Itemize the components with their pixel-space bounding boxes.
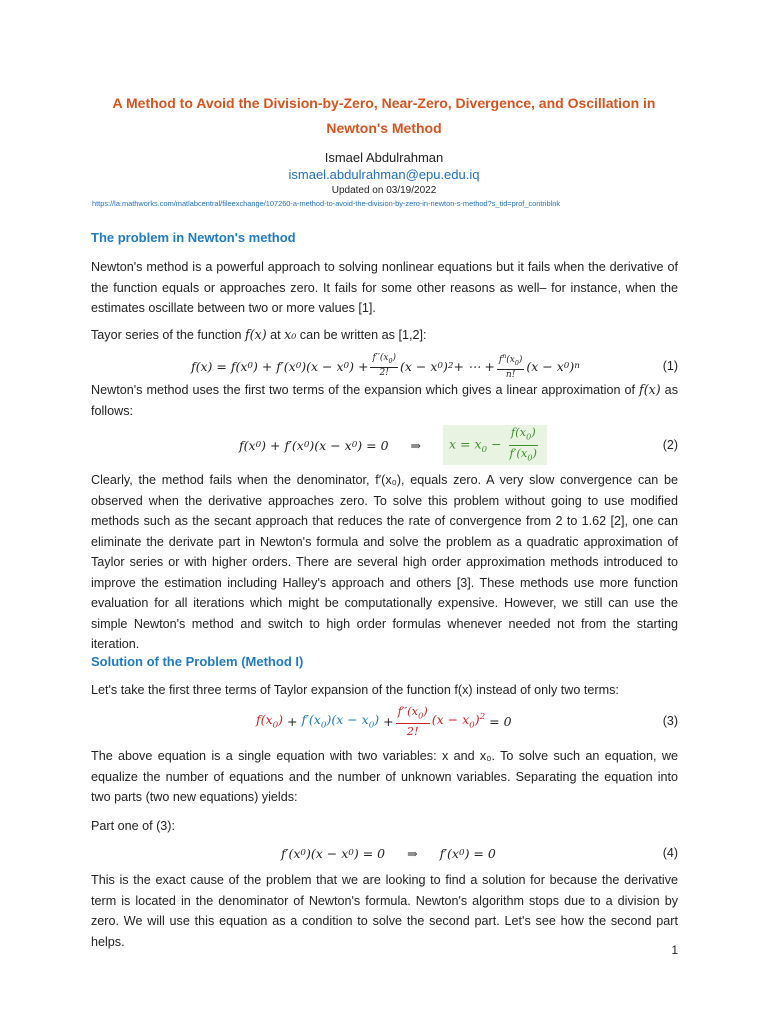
author-name: Ismael Abdulrahman (324, 150, 444, 165)
equation-2-number: (2) (662, 438, 678, 452)
equation-2 (91, 425, 678, 462)
source-url-link[interactable]: https://la.mathworks.com/matlabcentral/fileexchange/107260-a-method-to-avoid-the-division-by-zero-in-newton-s-method?s_tid=prof_contriblnk (92, 199, 561, 208)
newton-fx: f(x) (639, 382, 661, 397)
paragraph-exact-cause: This is the exact cause of the problem that we are looking to find a solution for because the derivative term is located in the denominator of Newton's formula. Newton's algorithm stops due to a division by zero. We will use this equation as a condition to solve the second part. Let's see how the second part helps. (91, 873, 678, 949)
taylor-text-post: can be written as [1,2]: (296, 328, 427, 342)
paragraph-intro: Newton's method is a powerful approach to solving nonlinear equations but it fails when the derivative of the function equals or approaches zero. It fails for some other reasons as well– for instance, when the estimates oscillate between two or more values [1]. (91, 260, 678, 315)
updated-date: Updated on 03/19/2022 (331, 185, 437, 196)
author-email-link[interactable]: ismael.abdulrahman@epu.edu.iq (288, 167, 480, 182)
title-line-1: A Method to Avoid the Division-by-Zero, Near-Zero, Divergence, and Oscillation in (112, 95, 656, 111)
equation-1-number: (1) (662, 359, 678, 373)
equation-3-body: $f(x_0)$ + $f'(x_0)(x - x_0)$ + $\frac{f''(x_0)}{2!}$ $(x - x_0)^2$ = 0 (256, 703, 512, 739)
taylor-x0: x₀ (284, 327, 297, 342)
paragraph-two-variables: The above equation is a single equation with two variables: x and x₀. To solve such an equation, we equalize the number of equations and the number of unknown variables. Separating the equation into two parts (two new equations) yields: (91, 749, 678, 804)
equation-1 (91, 351, 678, 381)
equation-1-body: f(x) = f(x 0 ) + f′(x 0 )(x − x 0 ) + $\frac{f''(x_0)}{2!}$ (x − x 0 ) 2 + ⋯ + $\frac{f^n(x_0)}{n!}$ (x − x 0 ) n (191, 353, 580, 380)
paragraph-newton (91, 380, 678, 421)
section-heading-solution: Solution of the Problem (Method I) (91, 654, 304, 669)
taylor-text-pre: Tayor series of the function (91, 328, 246, 342)
page-number: 1 (671, 943, 678, 957)
title-line-2: Newton's Method (326, 120, 442, 136)
section-heading-problem: The problem in Newton's method (91, 230, 296, 245)
taylor-text-mid: at (266, 328, 285, 342)
paragraph-three-terms: Let's take the first three terms of Taylor expansion of the function f(x) instead of only two terms: (91, 683, 619, 697)
paragraph-part-one: Part one of (3): (91, 819, 175, 833)
equation-3-number: (3) (662, 714, 678, 728)
newton-text-post: as follows: (91, 383, 678, 418)
paragraph-failure: Clearly, the method fails when the denominator, f′(x₀), equals zero. A very slow convergence can be observed when the derivative approaches zero. To solve this problem without going to use modified methods such as the secant approach that reduces the rate of convergence from 2 to 1.62 [2], one can eliminate the derivate part in Newton's formula and solve the problem as a quadratic approximation of Taylor series or with higher orders. There are several high order approximation methods introduced to improve the estimation including Halley's approach and others [3]. These methods use more function evaluation for all iterations which might be computationally expensive. However, we still can use the simple Newton's method and switch to high order formulas whenever needed not from the starting iteration. (91, 473, 678, 651)
taylor-fx: f(x) (245, 327, 267, 342)
equation-4 (91, 838, 678, 868)
paragraph-taylor (91, 325, 678, 346)
equation-4-number: (4) (662, 846, 678, 860)
equation-2-body: f(x 0 ) + f′(x 0 )(x − x 0 ) = 0 ⇒ $x = x_0$ − $\frac{f(x_0)}{f'(x_0)}$ (239, 428, 547, 462)
equation-3 (91, 704, 678, 738)
newton-text-pre: Newton's method uses the first two terms of the expansion which gives a linear approximation of (91, 383, 640, 397)
equation-4-body: f′(x 0 )(x − x 0 ) = 0 ⇒ f′(x 0 ) = 0 (281, 845, 496, 861)
